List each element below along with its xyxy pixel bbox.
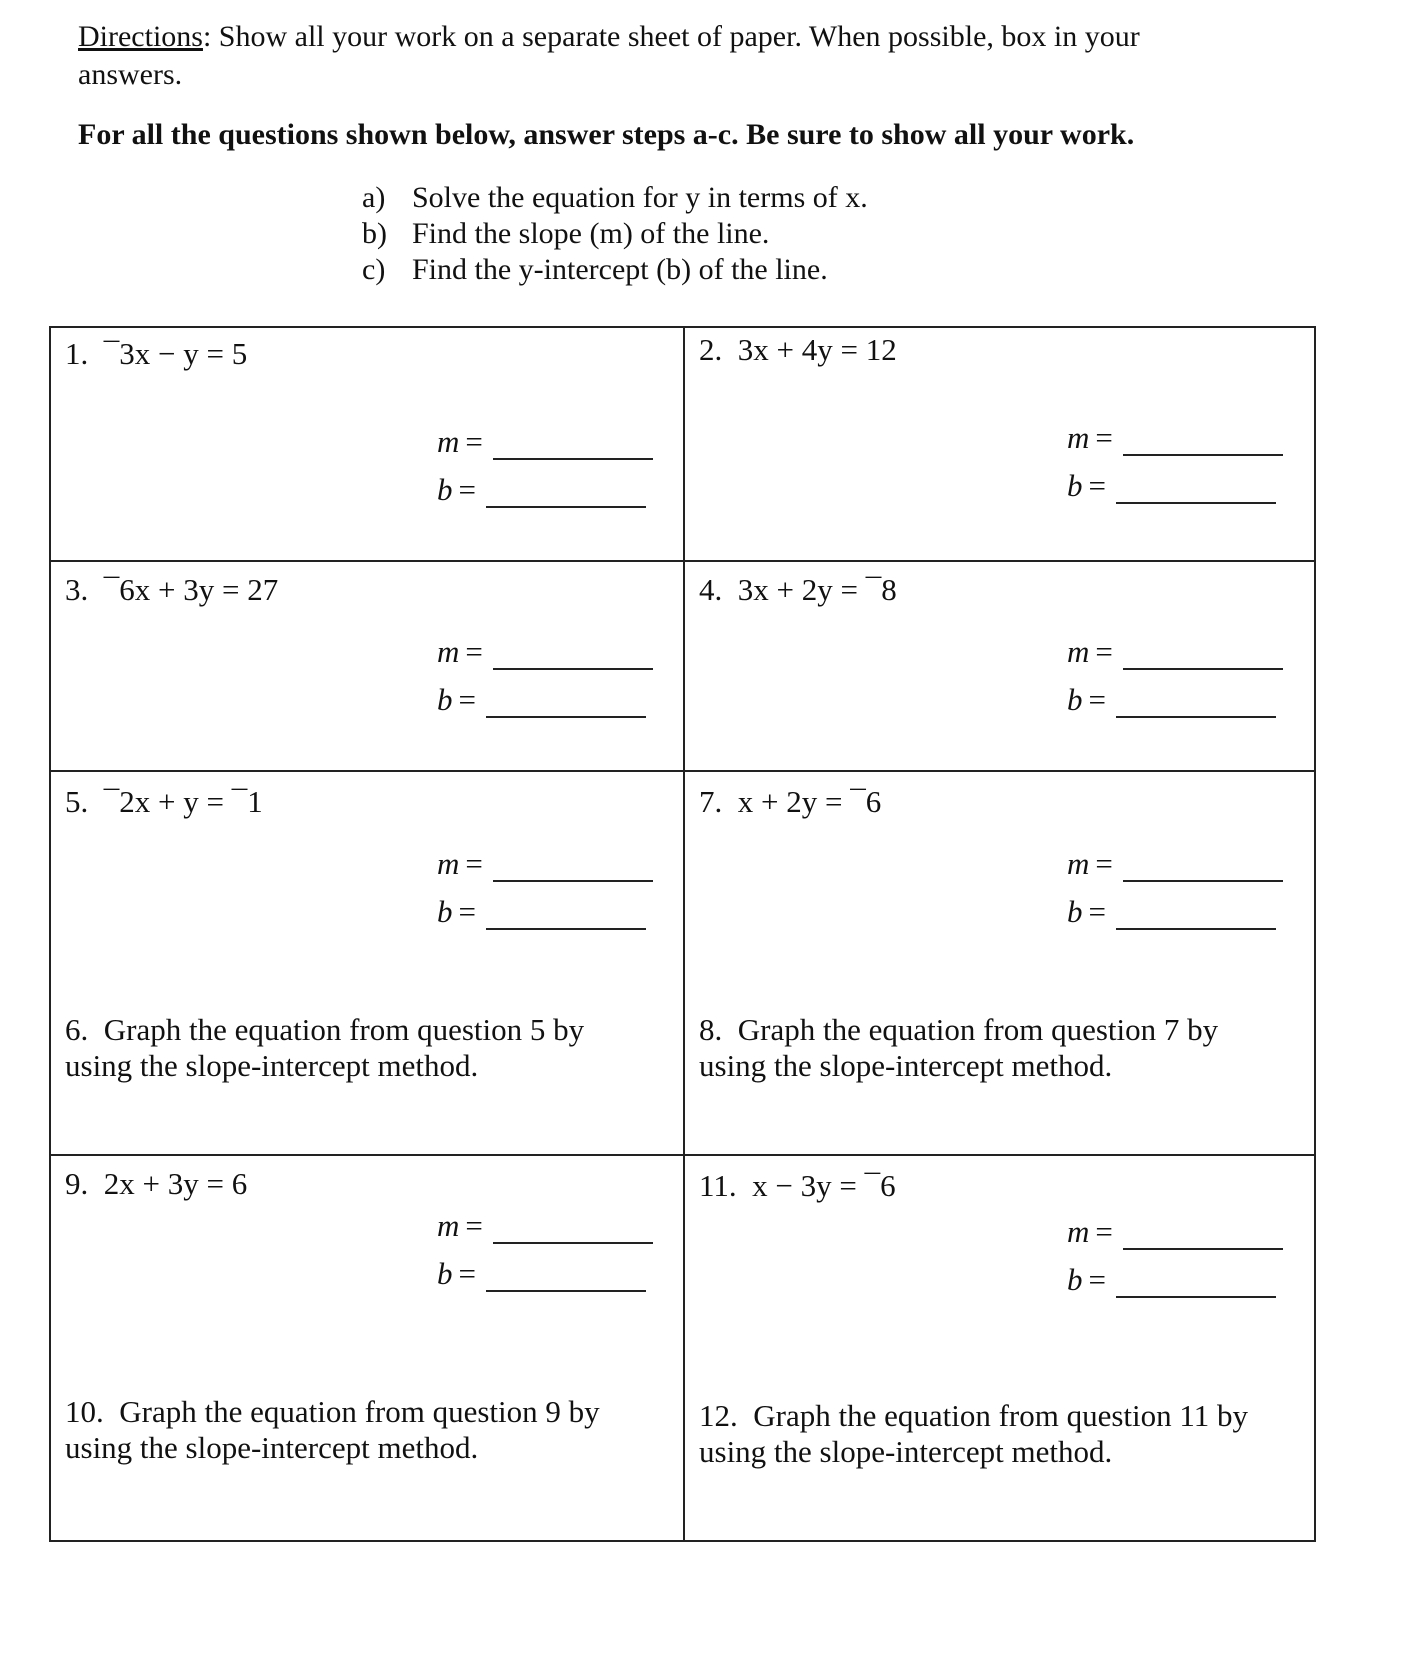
answer-b-4: b = bbox=[1067, 682, 1276, 718]
question-6: 6. Graph the equation from question 5 by using the slope-intercept method. bbox=[65, 1012, 585, 1083]
question-9: 9. 2x + 3y = 6 bbox=[65, 1166, 248, 1201]
step-letter: a) bbox=[362, 181, 386, 214]
answer-m-4: m = bbox=[1067, 634, 1283, 670]
answer-m-9: m = bbox=[437, 1208, 653, 1244]
step-text: Find the y-intercept (b) of the line. bbox=[412, 253, 828, 286]
question-4: 4. 3x + 2y = ¯8 bbox=[699, 572, 897, 607]
step-a bbox=[362, 180, 868, 216]
step-b bbox=[362, 216, 868, 252]
question-3: 3. ¯6x + 3y = 27 bbox=[65, 572, 279, 607]
question-10: 10. Graph the equation from question 9 by using the slope-intercept method. bbox=[65, 1394, 600, 1465]
answer-b-5: b = bbox=[437, 894, 646, 930]
answer-m-7: m = bbox=[1067, 846, 1283, 882]
step-c bbox=[362, 252, 868, 288]
question-11: 11. x − 3y = ¯6 bbox=[699, 1168, 896, 1203]
answer-m-3: m = bbox=[437, 634, 653, 670]
grid-divider-row2 bbox=[51, 770, 1314, 772]
question-12: 12. Graph the equation from question 11 by using the slope-intercept method. bbox=[699, 1398, 1248, 1469]
steps-list bbox=[362, 180, 868, 288]
answer-blank[interactable] bbox=[493, 430, 653, 460]
answer-blank[interactable] bbox=[1123, 852, 1283, 882]
answer-blank[interactable] bbox=[1116, 900, 1276, 930]
question-2: 2. 3x + 4y = 12 bbox=[699, 332, 897, 367]
grid-divider-vertical bbox=[683, 328, 685, 1540]
problems-grid bbox=[49, 326, 1316, 1542]
answer-blank[interactable] bbox=[1116, 688, 1276, 718]
question-8: 8. Graph the equation from question 7 by using the slope-intercept method. bbox=[699, 1012, 1219, 1083]
answer-b-3: b = bbox=[437, 682, 646, 718]
question-1: 1. ¯3x − y = 5 bbox=[65, 336, 248, 371]
instruction: For all the questions shown below, answer steps a-c. Be sure to show all your work. bbox=[78, 118, 1135, 151]
answer-blank[interactable] bbox=[493, 852, 653, 882]
answer-blank[interactable] bbox=[1116, 1268, 1276, 1298]
answer-b-2: b = bbox=[1067, 468, 1276, 504]
answer-m-11: m = bbox=[1067, 1214, 1283, 1250]
answer-blank[interactable] bbox=[1123, 640, 1283, 670]
directions bbox=[78, 18, 1238, 94]
answer-b-1: b = bbox=[437, 472, 646, 508]
answer-blank[interactable] bbox=[486, 478, 646, 508]
step-text: Solve the equation for y in terms of x. bbox=[412, 181, 868, 214]
answer-m-5: m = bbox=[437, 846, 653, 882]
answer-blank[interactable] bbox=[1123, 426, 1283, 456]
grid-divider-row1 bbox=[51, 560, 1314, 562]
answer-blank[interactable] bbox=[1123, 1220, 1283, 1250]
answer-blank[interactable] bbox=[1116, 474, 1276, 504]
answer-blank[interactable] bbox=[486, 688, 646, 718]
question-7: 7. x + 2y = ¯6 bbox=[699, 784, 882, 819]
answer-m-1: m = bbox=[437, 424, 653, 460]
step-letter: b) bbox=[362, 217, 387, 250]
answer-b-11: b = bbox=[1067, 1262, 1276, 1298]
answer-blank[interactable] bbox=[493, 1214, 653, 1244]
answer-b-9: b = bbox=[437, 1256, 646, 1292]
answer-blank[interactable] bbox=[493, 640, 653, 670]
grid-divider-row3 bbox=[51, 1154, 1314, 1156]
directions-text: : Show all your work on a separate sheet of paper. When possible, box in your answers. bbox=[78, 20, 1140, 91]
step-letter: c) bbox=[362, 253, 386, 286]
directions-label: Directions bbox=[78, 20, 203, 53]
answer-b-7: b = bbox=[1067, 894, 1276, 930]
answer-blank[interactable] bbox=[486, 900, 646, 930]
step-text: Find the slope (m) of the line. bbox=[412, 217, 770, 250]
answer-blank[interactable] bbox=[486, 1262, 646, 1292]
answer-m-2: m = bbox=[1067, 420, 1283, 456]
question-5: 5. ¯2x + y = ¯1 bbox=[65, 784, 263, 819]
